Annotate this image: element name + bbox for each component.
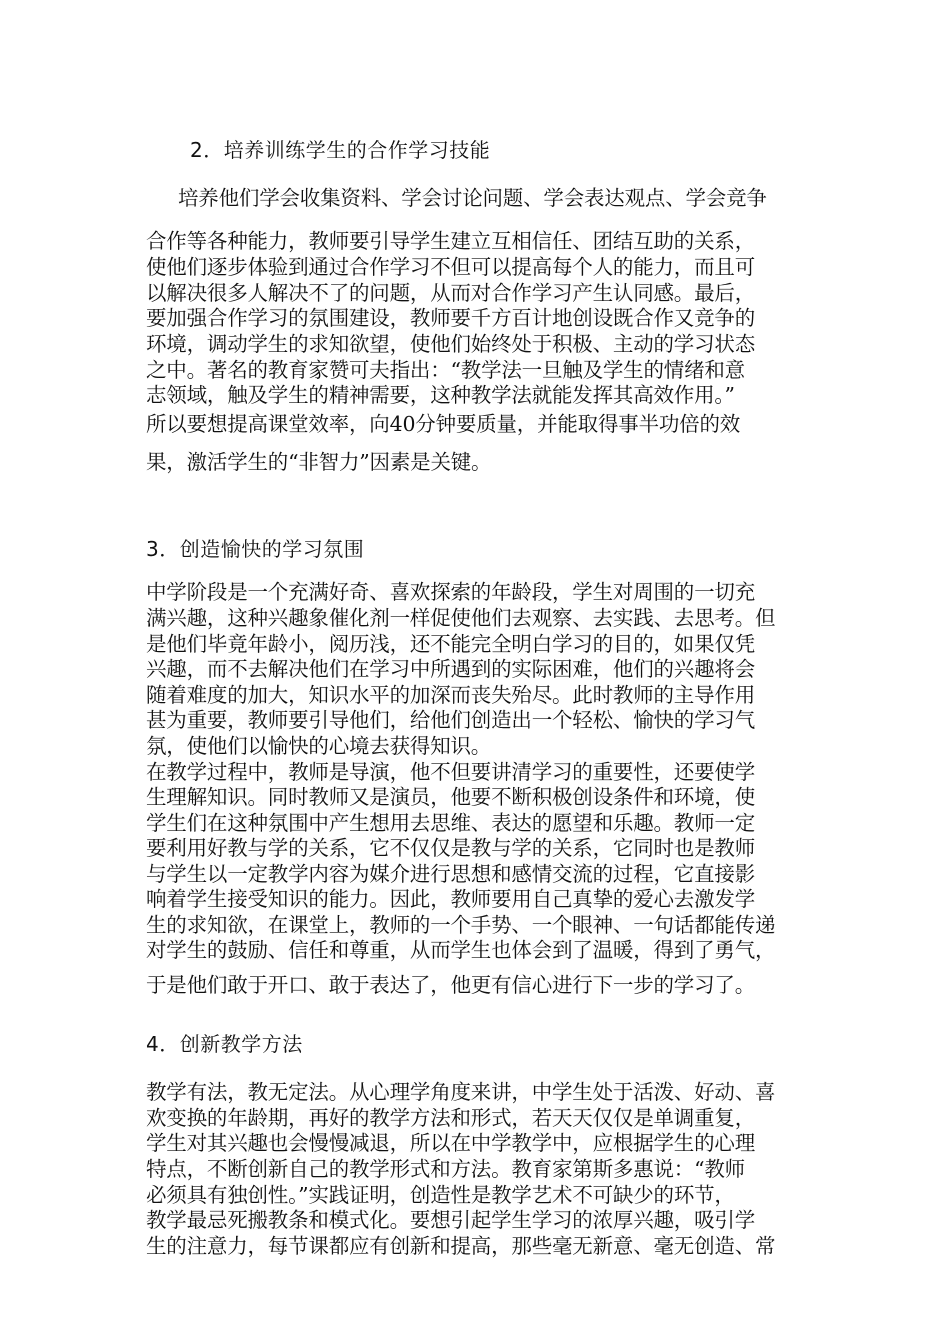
paragraph-line: 随着难度的加大，知识水平的加深而丧失殆尽。此时教师的主导作用 xyxy=(146,683,755,707)
paragraph-line: 学生对其兴趣也会慢慢减退，所以在中学教学中，应根据学生的心理 xyxy=(146,1131,755,1155)
paragraph-line: 必须具有独创性。”实践证明，创造性是教学艺术不可缺少的环节， xyxy=(146,1183,735,1207)
paragraph-line: 志领域，触及学生的精神需要，这种教学法就能发挥其高效作用。” xyxy=(146,383,735,407)
paragraph-line: 中学阶段是一个充满好奇、喜欢探索的年龄段，学生对周围的一切充 xyxy=(146,580,755,604)
paragraph-line: 对学生的鼓励、信任和尊重，从而学生也体会到了温暖，得到了勇气， xyxy=(146,938,776,962)
paragraph-line: 生理解知识。同时教师又是演员，他要不断积极创设条件和环境，使 xyxy=(146,785,755,809)
paragraph-line: 合作等各种能力，教师要引导学生建立互相信任、团结互助的关系， xyxy=(146,229,755,253)
paragraph-line: 要利用好教与学的关系，它不仅仅是教与学的关系，它同时也是教师 xyxy=(146,836,755,860)
paragraph-line: 果，激活学生的“非智力”因素是关键。 xyxy=(146,450,492,474)
paragraph-line: 特点，不断创新自己的教学形式和方法。教育家第斯多惠说：“教师 xyxy=(146,1157,745,1181)
paragraph-line: 氛，使他们以愉快的心境去获得知识。 xyxy=(146,734,492,758)
paragraph-line: 响着学生接受知识的能力。因此，教师要用自己真挚的爱心去激发学 xyxy=(146,887,755,911)
paragraph-line: 是他们毕竟年龄小，阅历浅，还不能完全明白学习的目的，如果仅凭 xyxy=(146,632,755,656)
paragraph-line: 满兴趣，这种兴趣象催化剂一样促使他们去观察、去实践、去思考。但 xyxy=(146,606,776,630)
paragraph-line: 欢变换的年龄期，再好的教学方法和形式，若天天仅仅是单调重复， xyxy=(146,1106,755,1130)
section-3-heading: 3．创造愉快的学习氛围 xyxy=(146,537,365,561)
paragraph-line: 在教学过程中，教师是导演，他不但要讲清学习的重要性，还要使学 xyxy=(146,760,755,784)
paragraph-line: 之中。著名的教育家赞可夫指出：“教学法一旦触及学生的情绪和意 xyxy=(146,358,745,382)
paragraph-line: 生的求知欲，在课堂上，教师的一个手势、一个眼神、一句话都能传递 xyxy=(146,913,776,937)
paragraph-line: 兴趣，而不去解决他们在学习中所遇到的实际困难，他们的兴趣将会 xyxy=(146,657,755,681)
paragraph-line: 与学生以一定教学内容为媒介进行思想和感情交流的过程，它直接影 xyxy=(146,862,755,886)
paragraph-line: 生的注意力，每节课都应有创新和提高，那些毫无新意、毫无创造、常 xyxy=(146,1234,776,1258)
section-4-heading: 4．创新教学方法 xyxy=(146,1032,303,1056)
paragraph-line: 于是他们敢于开口、敢于表达了，他更有信心进行下一步的学习了。 xyxy=(146,973,755,997)
section-2-heading: 2．培养训练学生的合作学习技能 xyxy=(190,138,491,162)
paragraph-line: 以解决很多人解决不了的问题，从而对合作学习产生认同感。最后， xyxy=(146,281,755,305)
paragraph-line: 所以要想提高课堂效率，向40分钟要质量，并能取得事半功倍的效 xyxy=(146,412,741,436)
paragraph-line: 教学最忌死搬教条和模式化。要想引起学生学习的浓厚兴趣，吸引学 xyxy=(146,1208,755,1232)
paragraph-line: 使他们逐步体验到通过合作学习不但可以提高每个人的能力，而且可 xyxy=(146,255,755,279)
paragraph-line: 学生们在这种氛围中产生想用去思维、表达的愿望和乐趣。教师一定 xyxy=(146,811,755,835)
paragraph-line: 培养他们学会收集资料、学会讨论问题、学会表达观点、学会竞争 xyxy=(178,186,767,210)
paragraph-line: 教学有法，教无定法。从心理学角度来讲，中学生处于活泼、好动、喜 xyxy=(146,1080,776,1104)
paragraph-line: 环境，调动学生的求知欲望，使他们始终处于积极、主动的学习状态 xyxy=(146,332,755,356)
paragraph-line: 要加强合作学习的氛围建设，教师要千方百计地创设既合作又竞争的 xyxy=(146,306,755,330)
paragraph-line: 甚为重要，教师要引导他们，给他们创造出一个轻松、愉快的学习气 xyxy=(146,708,755,732)
